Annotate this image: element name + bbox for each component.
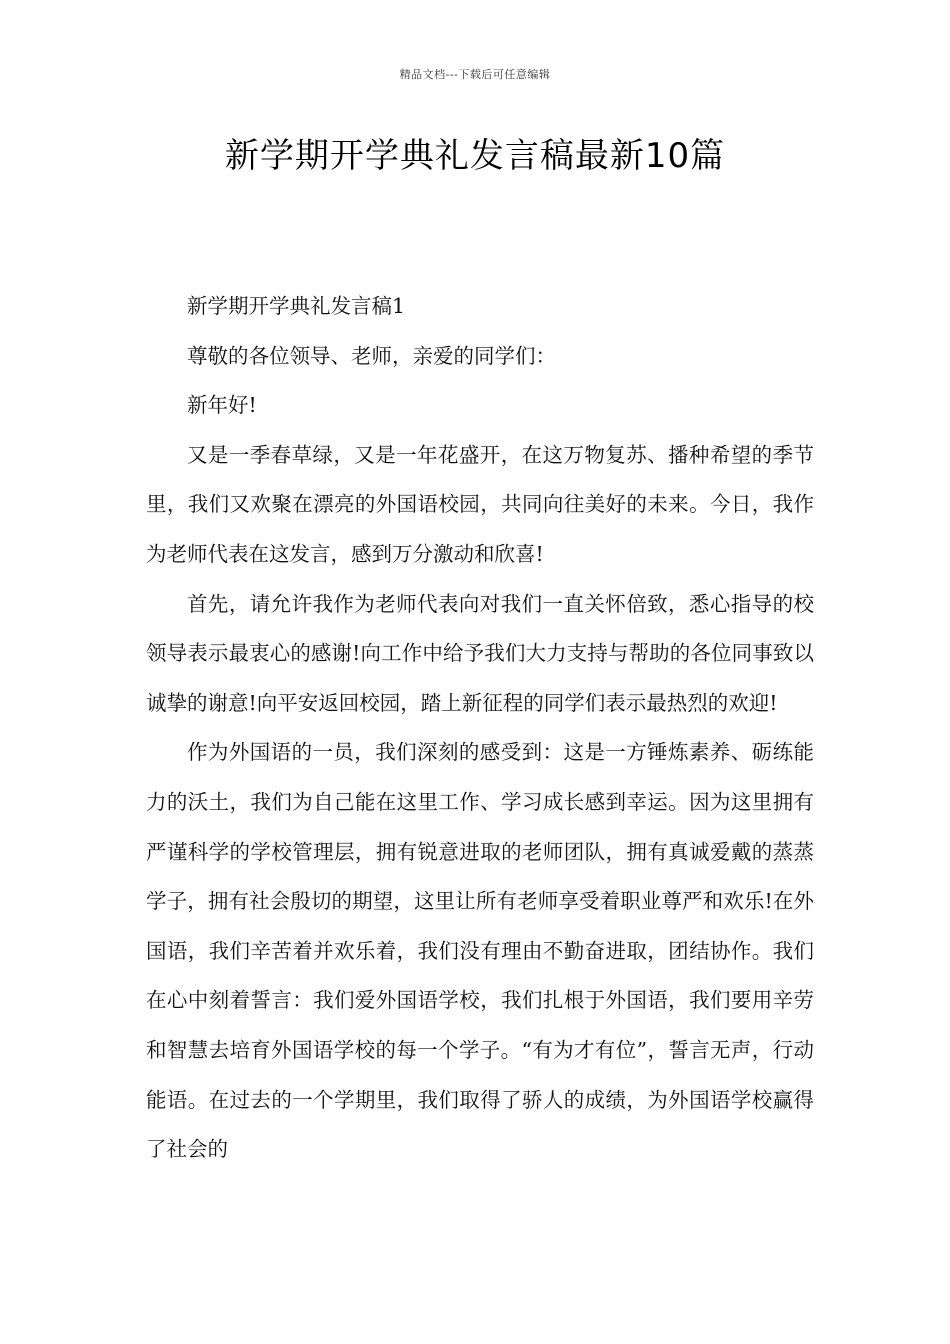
body-paragraph: 首先，请允许我作为老师代表向对我们一直关怀倍致，悉心指导的校领导表示最衷心的感谢!向工作中给予我们大力支持与帮助的各位同事致以诚挚的谢意!向平安返回校园，踏上新征程的同学们表示最热烈的欢迎! bbox=[146, 591, 814, 715]
document-title: 新学期开学典礼发言稿最新10篇 bbox=[224, 136, 726, 176]
body-paragraph: 作为外国语的一员，我们深刻的感受到：这是一方锤炼素养、砺练能力的沃土，我们为自己能在这里工作、学习成长感到幸运。因为这里拥有严谨科学的学校管理层，拥有锐意进取的老师团队，拥有真诚爱戴的蒸蒸学子，拥有社会殷切的期望，这里让所有老师享受着职业尊严和欢乐!在外国语，我们辛苦着并欢乐着，我们没有理由不勤奋进取，团结协作。我们在心中刻着誓言：我们爱外国语学校，我们扎根于外国语，我们要用辛劳和智慧去培育外国语学校的每一个学子。“有为才有位”，誓言无声，行动能语。在过去的一个学期里，我们取得了骄人的成绩，为外国语学校赢得了社会的 bbox=[146, 740, 814, 1162]
speech-heading: 新学期开学典礼发言稿1 bbox=[187, 294, 406, 318]
body-paragraph: 又是一季春草绿，又是一年花盛开，在这万物复苏、播种希望的季节里，我们又欢聚在漂亮的外国语校园，共同向往美好的未来。今日，我作为老师代表在这发言，感到万分激动和欣喜! bbox=[146, 442, 814, 566]
document-body bbox=[146, 282, 814, 1175]
greeting: 新年好! bbox=[187, 393, 257, 418]
header-note: 精品文档---下载后可任意编辑 bbox=[399, 68, 551, 81]
salutation: 尊敬的各位领导、老师，亲爱的同学们： bbox=[187, 343, 556, 368]
